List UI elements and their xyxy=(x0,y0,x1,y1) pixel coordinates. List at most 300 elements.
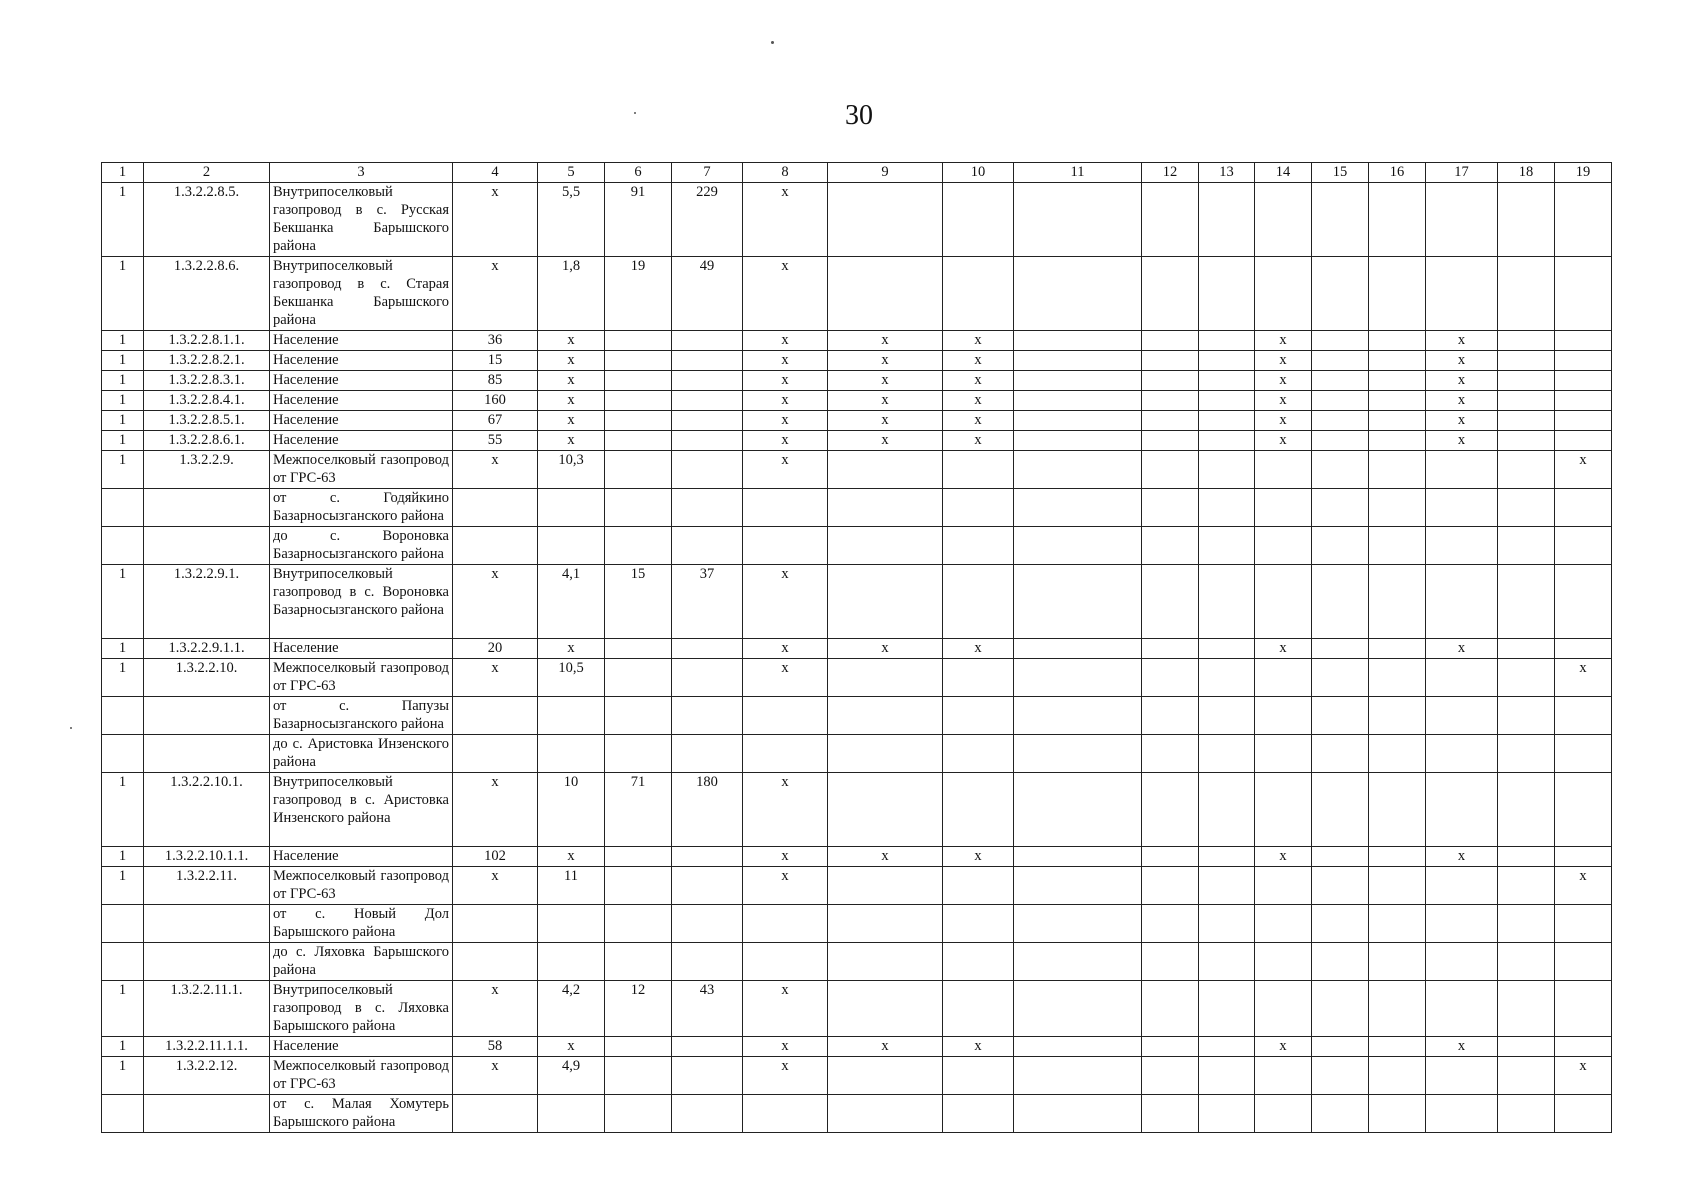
table-cell-col-17 xyxy=(1426,451,1498,489)
table-cell-col-6 xyxy=(605,527,672,565)
table-cell-col-18 xyxy=(1498,183,1555,257)
table-cell-col-6 xyxy=(605,697,672,735)
table-cell-col-17 xyxy=(1426,257,1498,331)
table-cell-col-11 xyxy=(1014,1037,1142,1057)
column-header: 8 xyxy=(743,163,828,183)
table-cell-col-8 xyxy=(743,1095,828,1133)
table-cell-col-13 xyxy=(1199,489,1255,527)
table-cell-col-3: Население xyxy=(270,411,453,431)
table-cell-col-14 xyxy=(1255,905,1312,943)
table-cell-col-7 xyxy=(672,331,743,351)
table-cell-col-13 xyxy=(1199,351,1255,371)
table-cell-col-12 xyxy=(1142,257,1199,331)
table-cell-col-7 xyxy=(672,489,743,527)
table-cell-col-15 xyxy=(1312,183,1369,257)
table-cell-col-11 xyxy=(1014,735,1142,773)
table-cell-col-5 xyxy=(538,489,605,527)
table-cell-col-7 xyxy=(672,1057,743,1095)
table-cell-col-16 xyxy=(1369,527,1426,565)
table-cell-col-8: x xyxy=(743,639,828,659)
table-cell-col-6 xyxy=(605,411,672,431)
table-cell-col-6: 15 xyxy=(605,565,672,639)
table-cell-col-2: 1.3.2.2.8.2.1. xyxy=(144,351,270,371)
table-cell-col-17: x xyxy=(1426,1037,1498,1057)
table-cell-col-12 xyxy=(1142,1057,1199,1095)
table-cell-col-18 xyxy=(1498,847,1555,867)
table-cell-col-11 xyxy=(1014,351,1142,371)
table-cell-col-7: 180 xyxy=(672,773,743,847)
table-cell-col-19 xyxy=(1555,905,1612,943)
table-cell-col-3: до с. Вороновка Базарносызганского района xyxy=(270,527,453,565)
table-cell-col-5 xyxy=(538,943,605,981)
table-cell-col-11 xyxy=(1014,847,1142,867)
table-cell-col-8: x xyxy=(743,1057,828,1095)
table-cell-col-13 xyxy=(1199,411,1255,431)
table-cell-col-7 xyxy=(672,847,743,867)
table-cell-col-18 xyxy=(1498,371,1555,391)
table-cell-col-8: x xyxy=(743,1037,828,1057)
table-cell-col-2 xyxy=(144,527,270,565)
table-cell-col-7 xyxy=(672,1095,743,1133)
table-cell-col-11 xyxy=(1014,943,1142,981)
table-cell-col-11 xyxy=(1014,257,1142,331)
table-cell-col-7 xyxy=(672,527,743,565)
table-cell-col-11 xyxy=(1014,867,1142,905)
table-cell-col-8: x xyxy=(743,867,828,905)
table-cell-col-13 xyxy=(1199,1037,1255,1057)
table-cell-col-18 xyxy=(1498,565,1555,639)
table-cell-col-4: 20 xyxy=(453,639,538,659)
table-cell-col-4: 85 xyxy=(453,371,538,391)
table-cell-col-3: Внутрипоселковый газопровод в с. Аристовка Инзенского района xyxy=(270,773,453,847)
table-cell-col-18 xyxy=(1498,1095,1555,1133)
table-cell-col-13 xyxy=(1199,183,1255,257)
table-cell-col-12 xyxy=(1142,451,1199,489)
table-cell-col-5: 4,2 xyxy=(538,981,605,1037)
table-cell-col-14 xyxy=(1255,735,1312,773)
table-cell-col-15 xyxy=(1312,431,1369,451)
table-row xyxy=(102,981,1612,1037)
table-row xyxy=(102,1057,1612,1095)
table-row xyxy=(102,773,1612,847)
table-cell-col-14: x xyxy=(1255,331,1312,351)
table-cell-col-12 xyxy=(1142,411,1199,431)
table-cell-col-15 xyxy=(1312,981,1369,1037)
table-cell-col-8: x xyxy=(743,659,828,697)
table-cell-col-8: x xyxy=(743,351,828,371)
table-cell-col-8 xyxy=(743,905,828,943)
table-cell-col-19 xyxy=(1555,391,1612,411)
table-cell-col-15 xyxy=(1312,639,1369,659)
table-cell-col-8: x xyxy=(743,847,828,867)
table-cell-col-18 xyxy=(1498,1057,1555,1095)
table-cell-col-11 xyxy=(1014,527,1142,565)
table-cell-col-7 xyxy=(672,639,743,659)
table-cell-col-4 xyxy=(453,1095,538,1133)
table-cell-col-8 xyxy=(743,943,828,981)
table-cell-col-4: 15 xyxy=(453,351,538,371)
column-header: 19 xyxy=(1555,163,1612,183)
table-cell-col-14 xyxy=(1255,451,1312,489)
table-cell-col-1: 1 xyxy=(102,639,144,659)
table-cell-col-13 xyxy=(1199,735,1255,773)
table-cell-col-13 xyxy=(1199,905,1255,943)
table-cell-col-16 xyxy=(1369,183,1426,257)
table-row xyxy=(102,735,1612,773)
table-cell-col-4: 55 xyxy=(453,431,538,451)
table-cell-col-1: 1 xyxy=(102,331,144,351)
table-cell-col-17: x xyxy=(1426,847,1498,867)
table-cell-col-4: x xyxy=(453,659,538,697)
table-cell-col-12 xyxy=(1142,905,1199,943)
table-cell-col-17 xyxy=(1426,527,1498,565)
table-row xyxy=(102,905,1612,943)
table-cell-col-16 xyxy=(1369,257,1426,331)
table-cell-col-10: x xyxy=(943,639,1014,659)
table-cell-col-11 xyxy=(1014,1095,1142,1133)
table-row xyxy=(102,489,1612,527)
table-cell-col-10: x xyxy=(943,411,1014,431)
table-cell-col-1: 1 xyxy=(102,351,144,371)
column-header: 13 xyxy=(1199,163,1255,183)
table-cell-col-2: 1.3.2.2.10.1. xyxy=(144,773,270,847)
table-cell-col-14 xyxy=(1255,1057,1312,1095)
table-cell-col-17 xyxy=(1426,1095,1498,1133)
table-cell-col-12 xyxy=(1142,371,1199,391)
table-cell-col-19: x xyxy=(1555,659,1612,697)
table-cell-col-9: x xyxy=(828,847,943,867)
column-header: 6 xyxy=(605,163,672,183)
column-header: 11 xyxy=(1014,163,1142,183)
table-cell-col-13 xyxy=(1199,981,1255,1037)
table-cell-col-19: x xyxy=(1555,451,1612,489)
table-cell-col-17 xyxy=(1426,183,1498,257)
table-cell-col-19 xyxy=(1555,183,1612,257)
table-cell-col-5: x xyxy=(538,1037,605,1057)
table-cell-col-12 xyxy=(1142,565,1199,639)
table-cell-col-17: x xyxy=(1426,351,1498,371)
table-cell-col-2: 1.3.2.2.8.6.1. xyxy=(144,431,270,451)
table-cell-col-17 xyxy=(1426,735,1498,773)
table-cell-col-13 xyxy=(1199,1095,1255,1133)
table-cell-col-3: до с. Ляховка Барышского района xyxy=(270,943,453,981)
table-cell-col-10 xyxy=(943,981,1014,1037)
table-cell-col-18 xyxy=(1498,1037,1555,1057)
table-cell-col-14 xyxy=(1255,257,1312,331)
table-cell-col-11 xyxy=(1014,183,1142,257)
table-cell-col-12 xyxy=(1142,489,1199,527)
table-cell-col-2 xyxy=(144,697,270,735)
table-cell-col-2: 1.3.2.2.8.6. xyxy=(144,257,270,331)
table-cell-col-10: x xyxy=(943,391,1014,411)
table-cell-col-15 xyxy=(1312,257,1369,331)
table-cell-col-7 xyxy=(672,451,743,489)
table-cell-col-11 xyxy=(1014,565,1142,639)
table-cell-col-10 xyxy=(943,1095,1014,1133)
table-cell-col-12 xyxy=(1142,331,1199,351)
table-row xyxy=(102,371,1612,391)
table-cell-col-8: x xyxy=(743,371,828,391)
table-cell-col-8 xyxy=(743,489,828,527)
table-cell-col-10: x xyxy=(943,351,1014,371)
table-cell-col-14: x xyxy=(1255,411,1312,431)
table-cell-col-5 xyxy=(538,1095,605,1133)
table-cell-col-5 xyxy=(538,527,605,565)
table-cell-col-11 xyxy=(1014,451,1142,489)
table-cell-col-6 xyxy=(605,735,672,773)
table-cell-col-8: x xyxy=(743,391,828,411)
table-cell-col-12 xyxy=(1142,943,1199,981)
table-cell-col-9: x xyxy=(828,1037,943,1057)
table-row xyxy=(102,867,1612,905)
table-cell-col-7: 37 xyxy=(672,565,743,639)
table-cell-col-2: 1.3.2.2.11. xyxy=(144,867,270,905)
table-cell-col-3: Внутрипоселковый газопровод в с. Старая Бекшанка Барышского района xyxy=(270,257,453,331)
table-cell-col-1 xyxy=(102,489,144,527)
table-cell-col-16 xyxy=(1369,697,1426,735)
column-header: 5 xyxy=(538,163,605,183)
table-cell-col-18 xyxy=(1498,451,1555,489)
table-cell-col-9 xyxy=(828,183,943,257)
table-cell-col-13 xyxy=(1199,867,1255,905)
table-cell-col-7: 229 xyxy=(672,183,743,257)
table-cell-col-1: 1 xyxy=(102,1057,144,1095)
table-cell-col-14 xyxy=(1255,981,1312,1037)
table-cell-col-2: 1.3.2.2.12. xyxy=(144,1057,270,1095)
table-cell-col-15 xyxy=(1312,773,1369,847)
table-cell-col-5 xyxy=(538,735,605,773)
table-cell-col-13 xyxy=(1199,451,1255,489)
table-cell-col-16 xyxy=(1369,331,1426,351)
column-header: 1 xyxy=(102,163,144,183)
table-cell-col-8: x xyxy=(743,565,828,639)
table-cell-col-11 xyxy=(1014,331,1142,351)
column-header: 18 xyxy=(1498,163,1555,183)
table-cell-col-19 xyxy=(1555,735,1612,773)
table-cell-col-5 xyxy=(538,697,605,735)
table-cell-col-11 xyxy=(1014,411,1142,431)
table-cell-col-1 xyxy=(102,697,144,735)
column-header: 3 xyxy=(270,163,453,183)
table-cell-col-13 xyxy=(1199,773,1255,847)
table-cell-col-2: 1.3.2.2.9.1. xyxy=(144,565,270,639)
table-cell-col-10 xyxy=(943,489,1014,527)
table-cell-col-17 xyxy=(1426,867,1498,905)
table-cell-col-9 xyxy=(828,257,943,331)
table-cell-col-5: 10,5 xyxy=(538,659,605,697)
table-cell-col-6 xyxy=(605,331,672,351)
table-cell-col-14 xyxy=(1255,867,1312,905)
table-cell-col-9 xyxy=(828,773,943,847)
table-row xyxy=(102,351,1612,371)
table-cell-col-6 xyxy=(605,867,672,905)
table-cell-col-12 xyxy=(1142,431,1199,451)
table-cell-col-18 xyxy=(1498,527,1555,565)
table-cell-col-11 xyxy=(1014,697,1142,735)
table-cell-col-7 xyxy=(672,659,743,697)
table-cell-col-16 xyxy=(1369,905,1426,943)
table-cell-col-3: от с. Малая Хомутерь Барышского района xyxy=(270,1095,453,1133)
table-cell-col-18 xyxy=(1498,943,1555,981)
table-cell-col-3: от с. Новый Дол Барышского района xyxy=(270,905,453,943)
table-cell-col-16 xyxy=(1369,639,1426,659)
table-cell-col-16 xyxy=(1369,1037,1426,1057)
table-cell-col-7 xyxy=(672,735,743,773)
table-cell-col-9: x xyxy=(828,391,943,411)
column-header: 2 xyxy=(144,163,270,183)
table-cell-col-14 xyxy=(1255,527,1312,565)
table-cell-col-17 xyxy=(1426,943,1498,981)
table-cell-col-9: x xyxy=(828,411,943,431)
table-cell-col-10: x xyxy=(943,431,1014,451)
table-cell-col-12 xyxy=(1142,639,1199,659)
table-cell-col-14: x xyxy=(1255,371,1312,391)
scan-speck xyxy=(771,41,774,44)
table-cell-col-12 xyxy=(1142,659,1199,697)
table-cell-col-11 xyxy=(1014,431,1142,451)
table-row xyxy=(102,659,1612,697)
table-cell-col-3: Межпоселковый газопровод от ГРС-63 xyxy=(270,1057,453,1095)
table-cell-col-12 xyxy=(1142,1037,1199,1057)
table-cell-col-16 xyxy=(1369,981,1426,1037)
table-cell-col-18 xyxy=(1498,351,1555,371)
table-cell-col-8: x xyxy=(743,183,828,257)
table-row xyxy=(102,331,1612,351)
table-cell-col-9 xyxy=(828,659,943,697)
table-row xyxy=(102,391,1612,411)
data-table xyxy=(101,162,1612,1133)
table-cell-col-12 xyxy=(1142,351,1199,371)
table-cell-col-2: 1.3.2.2.10. xyxy=(144,659,270,697)
table-cell-col-15 xyxy=(1312,371,1369,391)
table-cell-col-4 xyxy=(453,905,538,943)
table-cell-col-11 xyxy=(1014,371,1142,391)
table-cell-col-10 xyxy=(943,527,1014,565)
column-header: 12 xyxy=(1142,163,1199,183)
column-header: 10 xyxy=(943,163,1014,183)
table-cell-col-3: Население xyxy=(270,1037,453,1057)
table-cell-col-3: от с. Годяйкино Базарносызганского района xyxy=(270,489,453,527)
table-cell-col-9 xyxy=(828,981,943,1037)
table-cell-col-13 xyxy=(1199,639,1255,659)
table-cell-col-6 xyxy=(605,451,672,489)
table-row xyxy=(102,527,1612,565)
table-cell-col-17 xyxy=(1426,905,1498,943)
table-cell-col-2: 1.3.2.2.8.1.1. xyxy=(144,331,270,351)
table-cell-col-3: Межпоселковый газопровод от ГРС-63 xyxy=(270,867,453,905)
table-cell-col-6 xyxy=(605,1037,672,1057)
table-cell-col-5: 4,1 xyxy=(538,565,605,639)
table-cell-col-10: x xyxy=(943,371,1014,391)
table-cell-col-18 xyxy=(1498,639,1555,659)
table-row xyxy=(102,431,1612,451)
table-cell-col-16 xyxy=(1369,1057,1426,1095)
table-cell-col-1 xyxy=(102,1095,144,1133)
table-cell-col-3: Население xyxy=(270,351,453,371)
table-cell-col-15 xyxy=(1312,565,1369,639)
table-cell-col-10 xyxy=(943,183,1014,257)
table-cell-col-8 xyxy=(743,735,828,773)
table-cell-col-17 xyxy=(1426,981,1498,1037)
table-cell-col-15 xyxy=(1312,905,1369,943)
table-cell-col-9 xyxy=(828,1057,943,1095)
table-cell-col-4: x xyxy=(453,1057,538,1095)
table-cell-col-2: 1.3.2.2.11.1. xyxy=(144,981,270,1037)
table-cell-col-5: 5,5 xyxy=(538,183,605,257)
table-cell-col-4 xyxy=(453,489,538,527)
table-cell-col-9: x xyxy=(828,639,943,659)
table-cell-col-19 xyxy=(1555,943,1612,981)
table-cell-col-18 xyxy=(1498,905,1555,943)
table-cell-col-1: 1 xyxy=(102,451,144,489)
column-header: 15 xyxy=(1312,163,1369,183)
table-cell-col-14: x xyxy=(1255,1037,1312,1057)
table-cell-col-12 xyxy=(1142,773,1199,847)
table-cell-col-16 xyxy=(1369,735,1426,773)
table-cell-col-15 xyxy=(1312,1037,1369,1057)
table-cell-col-16 xyxy=(1369,351,1426,371)
table-cell-col-2: 1.3.2.2.9.1.1. xyxy=(144,639,270,659)
table-cell-col-1 xyxy=(102,943,144,981)
table-cell-col-18 xyxy=(1498,331,1555,351)
table-cell-col-2: 1.3.2.2.8.3.1. xyxy=(144,371,270,391)
column-header: 4 xyxy=(453,163,538,183)
table-cell-col-3: Население xyxy=(270,847,453,867)
table-cell-col-12 xyxy=(1142,981,1199,1037)
table-cell-col-19 xyxy=(1555,371,1612,391)
table-cell-col-8: x xyxy=(743,451,828,489)
table-cell-col-10 xyxy=(943,1057,1014,1095)
table-cell-col-16 xyxy=(1369,1095,1426,1133)
table-cell-col-12 xyxy=(1142,527,1199,565)
table-cell-col-19 xyxy=(1555,1037,1612,1057)
table-cell-col-4: x xyxy=(453,451,538,489)
table-cell-col-2: 1.3.2.2.11.1.1. xyxy=(144,1037,270,1057)
table-cell-col-2 xyxy=(144,489,270,527)
table-cell-col-7 xyxy=(672,697,743,735)
table-cell-col-17 xyxy=(1426,659,1498,697)
table-cell-col-11 xyxy=(1014,639,1142,659)
table-row xyxy=(102,1037,1612,1057)
table-row xyxy=(102,943,1612,981)
table-cell-col-10 xyxy=(943,451,1014,489)
table-cell-col-5: x xyxy=(538,371,605,391)
table-cell-col-5: x xyxy=(538,847,605,867)
table-cell-col-14 xyxy=(1255,1095,1312,1133)
column-header: 14 xyxy=(1255,163,1312,183)
table-cell-col-15 xyxy=(1312,391,1369,411)
table-cell-col-14: x xyxy=(1255,847,1312,867)
table-cell-col-17: x xyxy=(1426,639,1498,659)
column-header: 7 xyxy=(672,163,743,183)
table-cell-col-13 xyxy=(1199,371,1255,391)
table-cell-col-15 xyxy=(1312,1095,1369,1133)
table-cell-col-11 xyxy=(1014,1057,1142,1095)
table-cell-col-15 xyxy=(1312,411,1369,431)
table-cell-col-12 xyxy=(1142,183,1199,257)
table-cell-col-19 xyxy=(1555,351,1612,371)
table-cell-col-18 xyxy=(1498,697,1555,735)
table-cell-col-7 xyxy=(672,1037,743,1057)
table-cell-col-12 xyxy=(1142,697,1199,735)
table-cell-col-4: x xyxy=(453,183,538,257)
table-cell-col-15 xyxy=(1312,867,1369,905)
table-cell-col-19 xyxy=(1555,489,1612,527)
table-cell-col-15 xyxy=(1312,735,1369,773)
table-cell-col-19: x xyxy=(1555,867,1612,905)
table-cell-col-10: x xyxy=(943,1037,1014,1057)
table-cell-col-15 xyxy=(1312,489,1369,527)
